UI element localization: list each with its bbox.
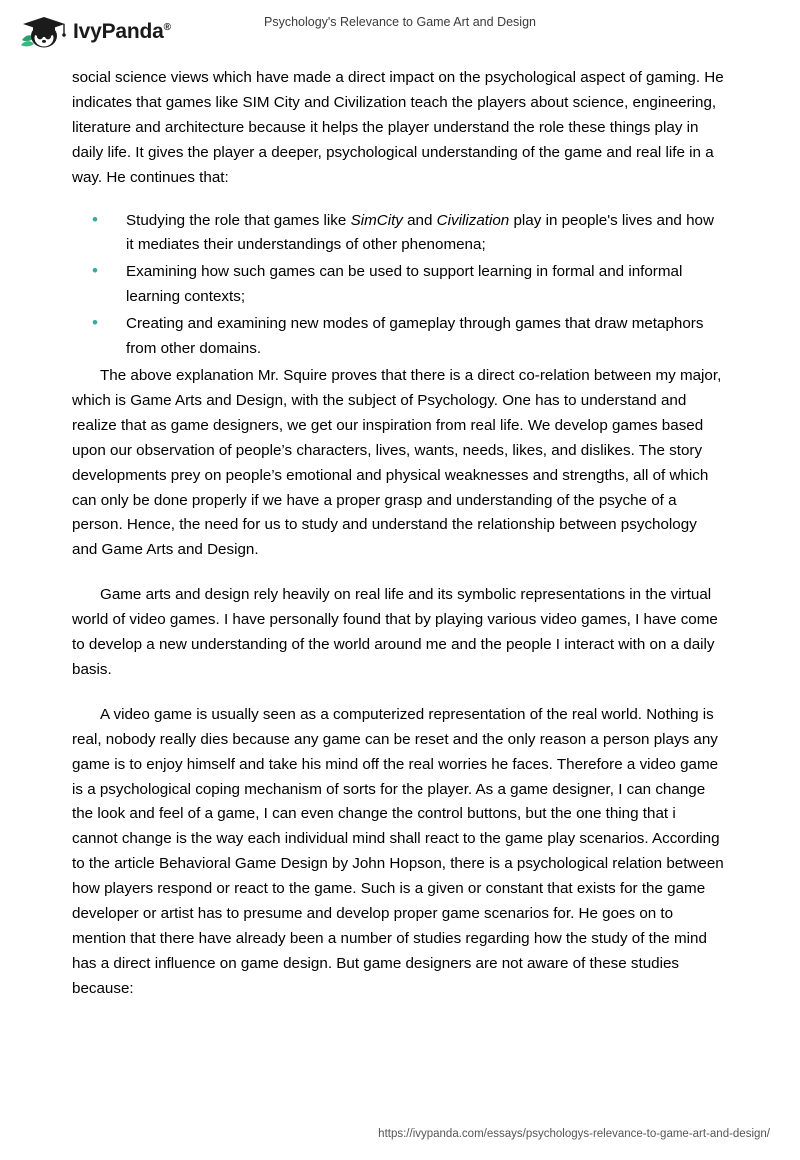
paragraph-4: A video game is usually seen as a computerized representation of the real world. Nothing is real, nobody really dies because any game can be reset and the only reason a person plays any game is to enjoy himself and take his mind off the real worries he faces. Therefore a video game is a psychological coping mechanism of sorts for the player. As a game designer, I can change the look and feel of a game, I can even change the control buttons, but the one thing that i cannot change is the way each individual mind shall react to the game play scenarios. According to the article Behavioral Game Design by John Hopson, there is a psychological relation between how players respond or react to the game. Such is a given or constant that exists for the game developer or artist has to presume and develop proper game scenarios for. He goes on to mention that there have already been a number of studies regarding how the study of the mind has a direct influence on game design. But game designers are not aware of these studies because:: [72, 705, 724, 997]
page-header: [0, 0, 800, 60]
bullet-text-pre: Creating and examining new modes of gameplay through games that draw metaphors from other domains.: [126, 315, 704, 358]
bullet-em-2: Civilization: [436, 211, 510, 229]
registered-mark: ®: [163, 22, 171, 33]
list-item: [126, 312, 724, 362]
bullet-list: [72, 209, 724, 362]
bullet-text-mid: and: [402, 211, 437, 229]
document-body: [72, 66, 724, 1002]
paragraph-3: Game arts and design rely heavily on real life and its symbolic representations in the virtual world of video games. I have personally found that by playing various video games, I have come to develop a new understanding of the world around me and the people I interact with on a daily basis.: [72, 586, 718, 678]
bullet-text-pre: Examining how such games can be used to support learning in formal and informal learning contexts;: [126, 263, 683, 306]
bullet-em-1: SimCity: [350, 211, 403, 229]
paragraph-2: The above explanation Mr. Squire proves that there is a direct co-relation between my major, which is Game Arts and Design, with the subject of Psychology. One has to understand and realize that as game designers, we get our inspiration from real life. We develop games based upon our observation of people’s characters, lives, wants, needs, likes, and dislikes. The story developments prey on people’s emotional and physical weaknesses and strengths, all of which can only be done properly if we have a proper grasp and understanding of the psyche of a person. Hence, the need for us to study and understand the relationship between psychology and Game Arts and Design.: [72, 366, 722, 559]
list-item: [126, 209, 724, 259]
brand-name-text: IvyPanda: [73, 20, 164, 43]
bullet-text-post: play in people's lives and how it mediates their understandings of other phenomena;: [126, 211, 714, 254]
running-title: Psychology's Relevance to Game Art and Design: [264, 15, 536, 29]
paragraph-1: social science views which have made a direct impact on the psychological aspect of gaming. He indicates that games like SIM City and Civilization teach the players about science, engineering, literature and architecture because it helps the player understand the role these things play in daily life. It gives the player a deeper, psychological understanding of the game and real life in a way. He continues that:: [72, 69, 724, 186]
bullet-text-pre: Studying the role that games like: [126, 211, 351, 229]
source-url[interactable]: https://ivypanda.com/essays/psychologys-relevance-to-game-art-and-design/: [378, 1128, 770, 1140]
list-item: [126, 260, 724, 310]
